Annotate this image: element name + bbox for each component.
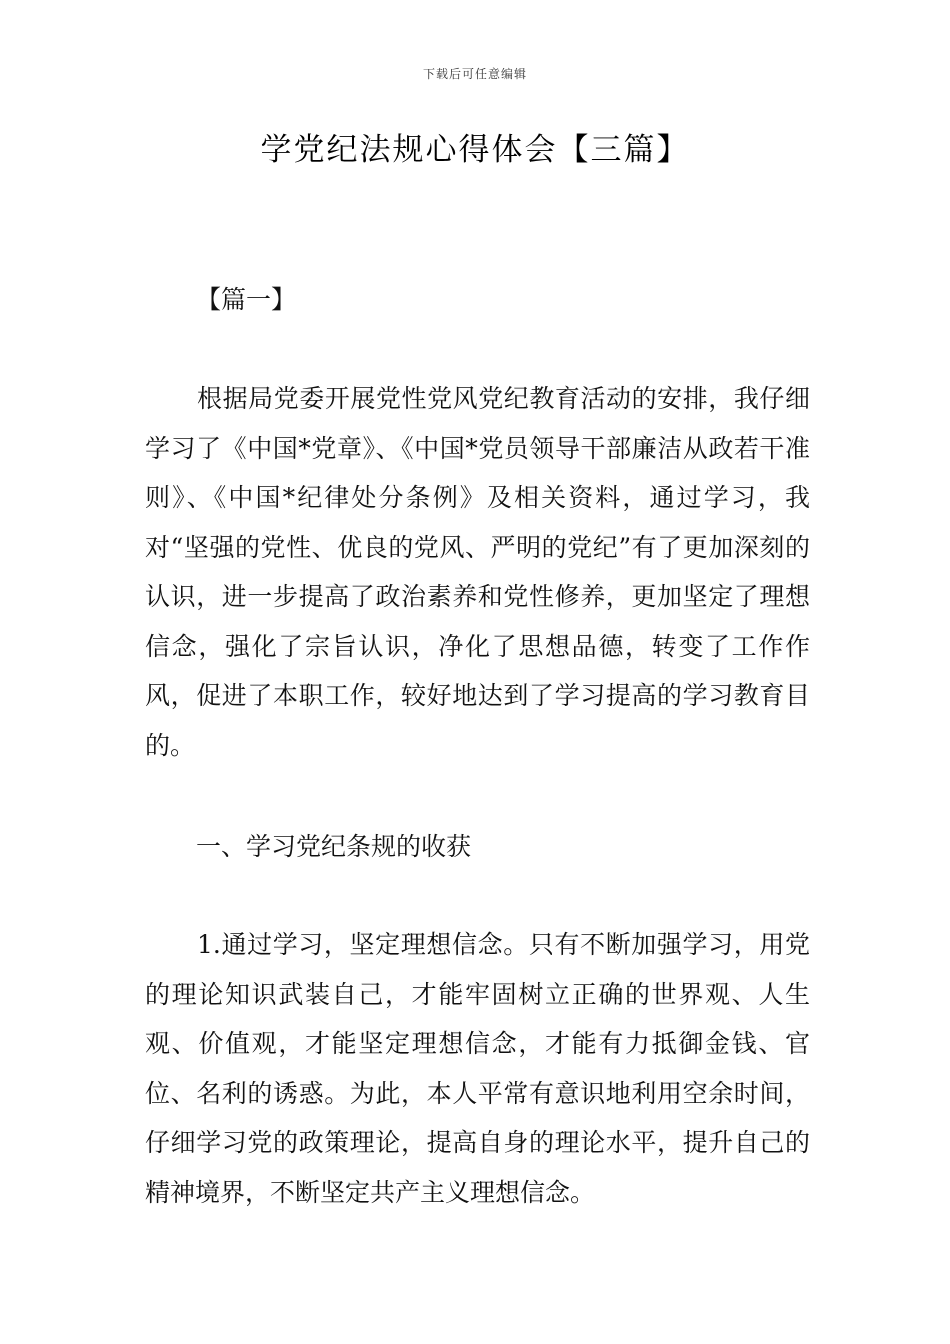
paragraph-1: 根据局党委开展党性党风党纪教育活动的安排，我仔细学习了《中国*党章》、《中国*党员领导干部廉洁从政若干准则》、《中国*纪律处分条例》及相关资料，通过学习，我对“坚强的党性、优良的党风、严明的党纪”有了更加深刻的认识，进一步提高了政治素养和党性修养，更加坚定了理想信念，强化了宗旨认识，净化了思想品德，转变了工作作风，促进了本职工作，较好地达到了学习提高的学习教育目的。 (145, 384, 810, 760)
paragraph-2: 1.通过学习，坚定理想信念。只有不断加强学习，用党的理论知识武装自己，才能牢固树立正确的世界观、人生观、价值观，才能坚定理想信念，才能有力抵御金钱、官位、名利的诱惑。为此，本人平常有意识地利用空余时间，仔细学习党的政策理论，提高自身的理论水平，提升自己的精神境界，不断坚定共产主义理想信念。 (145, 930, 810, 1207)
header-note: 下载后可任意编辑 (422, 67, 527, 81)
document-title: 学党纪法规心得体会【三篇】 (260, 132, 690, 168)
section-heading-1: 一、学习党纪条规的收获 (196, 832, 472, 861)
section-label: 【篇一】 (196, 285, 297, 314)
